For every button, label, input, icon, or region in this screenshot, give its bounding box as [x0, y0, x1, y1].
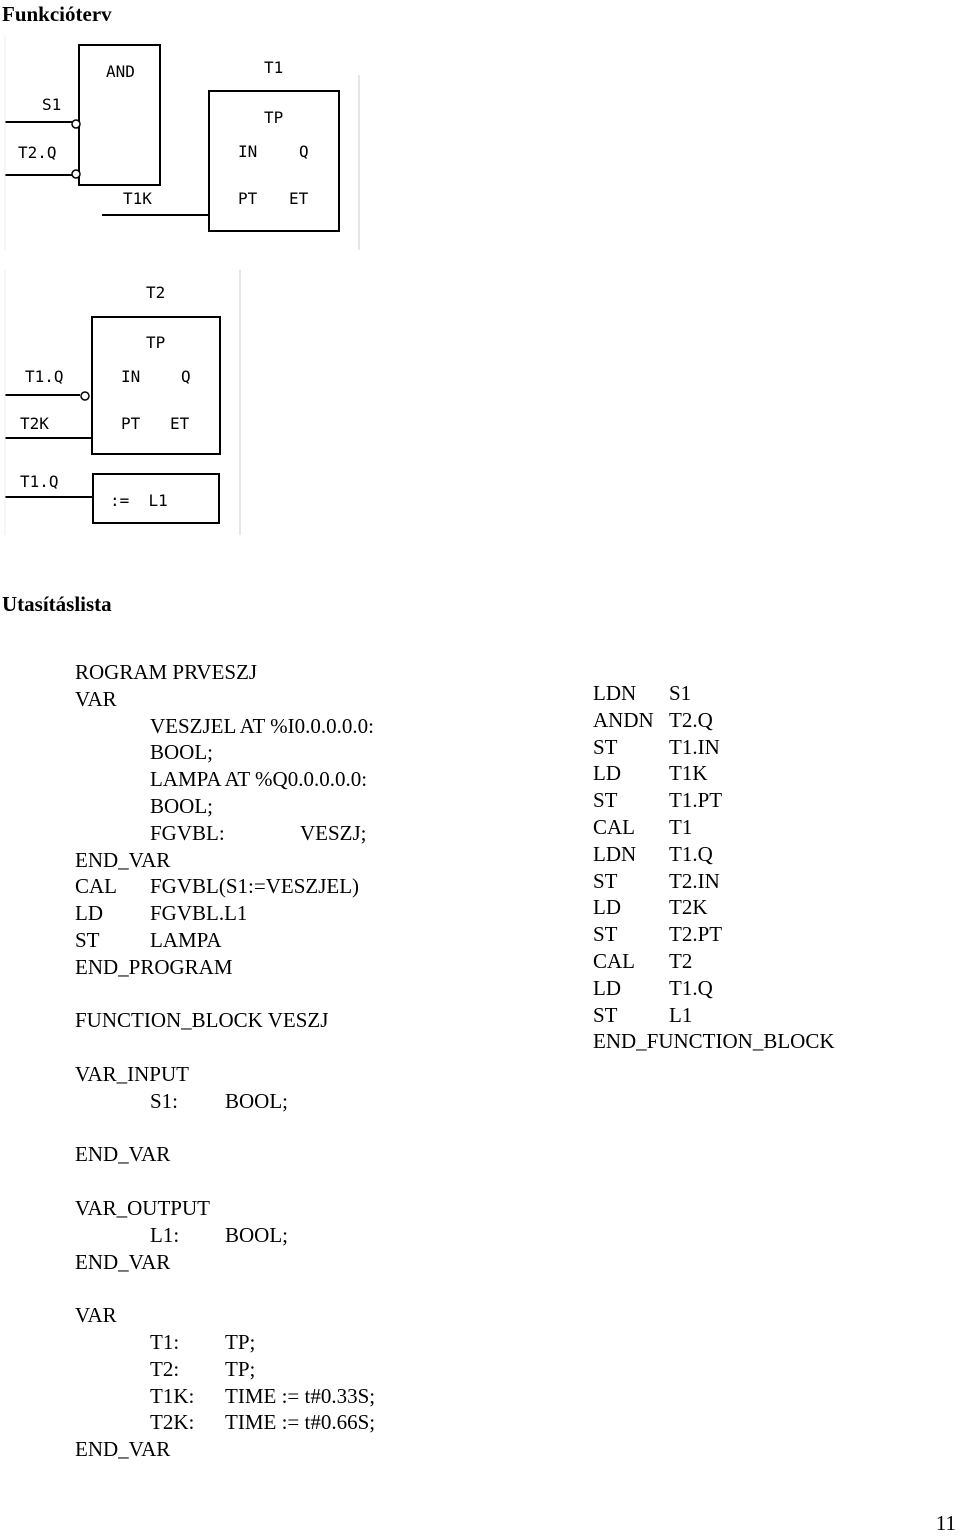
il-operand: T2.Q [669, 707, 713, 732]
code-line: FGVBL: [150, 820, 225, 845]
t1-q-pin: Q [299, 142, 309, 161]
instruction-list [593, 680, 933, 1055]
and-input-s1-label: S1 [42, 95, 62, 114]
fbd-diagram-t2 [0, 270, 245, 535]
code-line: T2K: [150, 1410, 195, 1435]
il-row [593, 707, 933, 734]
il-operator: ST [593, 922, 618, 947]
il-operator: ST [593, 734, 618, 759]
il-row [593, 734, 933, 761]
il-operand: T2 [669, 948, 693, 973]
il-operator: ST [593, 1002, 618, 1027]
il-row [593, 1002, 933, 1029]
code-line: T1: [150, 1329, 180, 1354]
il-operand: T1K [669, 761, 708, 786]
il-operator: LDN [593, 841, 637, 866]
negation-circle-t1q [81, 392, 89, 400]
code-line: END_PROGRAM [75, 954, 233, 979]
il-operand: T2K [669, 895, 708, 920]
assign-text: := L1 [110, 491, 168, 510]
il-operand: L1 [669, 1002, 693, 1027]
il-operand: T2.PT [669, 922, 723, 947]
program-listing [75, 659, 455, 1463]
il-operand: S1 [669, 681, 692, 705]
il-row [593, 894, 933, 921]
il-row [593, 868, 933, 895]
code-line: VAR [75, 1303, 117, 1328]
t2-type-label: TP [146, 333, 166, 352]
code-line: VAR_OUTPUT [75, 1195, 210, 1220]
code-line: T2: [150, 1356, 180, 1381]
il-operator: END_FUNCTION_BLOCK [593, 1029, 835, 1054]
code-line: FUNCTION_BLOCK VESZJ [75, 1008, 329, 1033]
code-line: TIME := t#0.33S; [225, 1383, 376, 1408]
t2-q-pin: Q [181, 367, 191, 386]
code-line: L1: [150, 1222, 180, 1247]
code-line: BOOL; [150, 793, 213, 818]
and-input-t2q-label: T2.Q [18, 143, 57, 162]
il-operand: T1.IN [669, 734, 720, 759]
t2-instance-label: T2 [146, 283, 166, 302]
code-line: LAMPA [150, 927, 222, 952]
code-line: END_VAR [75, 1142, 171, 1167]
il-operand: T2.IN [669, 868, 720, 893]
code-line: LD [75, 901, 103, 926]
code-line: TIME := t#0.66S; [225, 1410, 376, 1435]
il-operator: LD [593, 975, 621, 1000]
code-line: FGVBL.L1 [150, 901, 248, 926]
code-line: END_VAR [75, 847, 171, 872]
fbd-diagram-t1 [0, 35, 365, 250]
t2-input-t1q-label: T1.Q [25, 367, 64, 386]
code-line: VESZJEL AT %I0.0.0.0.0: [150, 713, 374, 738]
code-line: T1K: [150, 1383, 195, 1408]
code-line: VESZJ; [300, 820, 367, 845]
il-row [593, 787, 933, 814]
il-operator: LD [593, 761, 621, 786]
il-operand: T1 [669, 814, 693, 839]
il-row [593, 921, 933, 948]
il-row [593, 680, 933, 707]
il-row [593, 760, 933, 787]
il-row [593, 1028, 933, 1055]
and-block-type: AND [106, 62, 135, 81]
code-line: TP; [225, 1329, 256, 1354]
t2-in-pin: IN [121, 367, 141, 386]
il-row [593, 814, 933, 841]
t1k-input-label: T1K [123, 189, 152, 208]
code-line: FGVBL(S1:=VESZJEL) [150, 874, 360, 899]
code-line: VAR_INPUT [75, 1061, 189, 1086]
il-row [593, 975, 933, 1002]
code-line: TP; [225, 1356, 256, 1381]
code-line: BOOL; [225, 1088, 288, 1113]
fbd-heading: Funkcióterv [2, 2, 112, 26]
code-line: END_VAR [75, 1437, 171, 1462]
il-operator: ANDN [593, 707, 654, 732]
il-row [593, 841, 933, 868]
il-operand: T1.Q [669, 841, 713, 866]
negation-circle-t2q [72, 170, 80, 178]
assign-input-label: T1.Q [20, 472, 59, 491]
page-number: 11 [935, 1511, 956, 1535]
code-line: ST [75, 927, 100, 952]
t2-et-pin: ET [170, 414, 190, 433]
t1-type-label: TP [264, 108, 284, 127]
code-line: ROGRAM PRVESZJ [75, 660, 258, 684]
il-operator: LDN [593, 681, 637, 705]
t2k-input-label: T2K [20, 414, 49, 433]
il-operand: T1.Q [669, 975, 713, 1000]
code-line: BOOL; [225, 1222, 288, 1247]
il-operand: T1.PT [669, 788, 723, 813]
code-line: CAL [75, 874, 117, 899]
il-operator: LD [593, 895, 621, 920]
t1-et-pin: ET [289, 189, 309, 208]
il-heading: Utasításlista [2, 592, 112, 616]
t1-in-pin: IN [238, 142, 258, 161]
negation-circle-s1 [72, 120, 80, 128]
il-row [593, 948, 933, 975]
il-operator: CAL [593, 814, 635, 839]
t2-pt-pin: PT [121, 414, 141, 433]
il-operator: ST [593, 788, 618, 813]
code-line: VAR [75, 686, 117, 711]
t1-instance-label: T1 [264, 58, 284, 77]
code-line: END_VAR [75, 1249, 171, 1274]
il-operator: ST [593, 868, 618, 893]
code-line: LAMPA AT %Q0.0.0.0.0: [150, 767, 368, 792]
t1-pt-pin: PT [238, 189, 258, 208]
code-line: S1: [150, 1088, 179, 1113]
code-line: BOOL; [150, 740, 213, 765]
il-operator: CAL [593, 948, 635, 973]
